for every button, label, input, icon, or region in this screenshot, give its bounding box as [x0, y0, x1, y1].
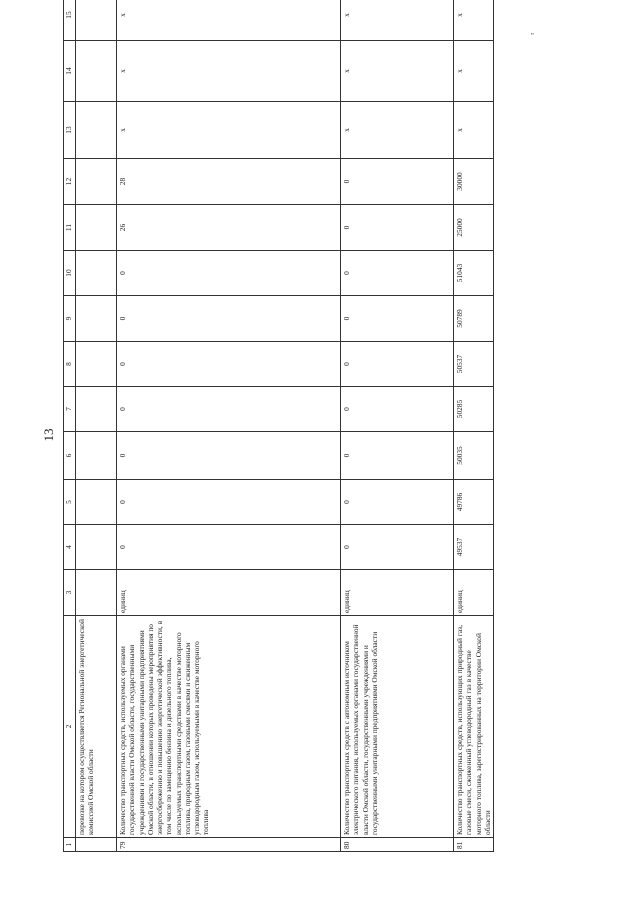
value-cell: 0 — [341, 525, 454, 570]
unit-cell — [76, 570, 117, 616]
value-cell: 0 — [117, 387, 341, 432]
header-cell: 1 — [64, 838, 76, 852]
value-cell: 50537 — [454, 342, 494, 387]
value-cell: 28 — [117, 159, 341, 205]
value-cell — [76, 159, 117, 205]
value-cell: 0 — [117, 525, 341, 570]
value-cell — [76, 251, 117, 296]
value-cell: 0 — [341, 251, 454, 296]
value-cell: 51043 — [454, 251, 494, 296]
value-cell — [76, 342, 117, 387]
value-cell: 0 — [117, 432, 341, 480]
value-cell: 49537 — [454, 525, 494, 570]
row-number: 79 — [117, 838, 341, 852]
unit-cell: единиц — [454, 570, 494, 616]
unit-cell: единиц — [117, 570, 341, 616]
header-cell: 4 — [64, 525, 76, 570]
value-cell: 0 — [341, 480, 454, 525]
value-cell: 0 — [341, 159, 454, 205]
value-cell — [76, 102, 117, 159]
header-cell: 11 — [64, 205, 76, 251]
row-number: 81 — [454, 838, 494, 852]
value-cell: x — [341, 102, 454, 159]
rotated-table-container — [63, 11, 492, 852]
value-cell: x — [117, 0, 341, 41]
unit-cell: единиц — [341, 570, 454, 616]
indicator-name: Количество транспортных средств, использующих природный газ, газовые смеси, сжиженный углеводородный газ в качестве моторного топлива, зарегистрированных на территории Омской области — [454, 616, 494, 838]
value-cell: x — [454, 102, 494, 159]
row-number — [76, 838, 117, 852]
table-row — [117, 0, 341, 852]
header-cell: 6 — [64, 432, 76, 480]
value-cell: 50789 — [454, 296, 494, 342]
header-cell: 2 — [64, 616, 76, 838]
value-cell: x — [454, 41, 494, 102]
value-cell — [76, 387, 117, 432]
value-cell: 0 — [117, 296, 341, 342]
value-cell: 50035 — [454, 432, 494, 480]
value-cell: x — [341, 0, 454, 41]
value-cell: 0 — [341, 296, 454, 342]
value-cell: 0 — [117, 251, 341, 296]
value-cell: 25000 — [454, 205, 494, 251]
value-cell: x — [117, 102, 341, 159]
value-cell: x — [341, 41, 454, 102]
indicator-name: Количество транспортных средств с автономным источником электрического питания, используемых органами государственной власти Омской области, государственными учреждениями и государственными унитарными предприятиями Омской области — [341, 616, 454, 838]
value-cell: 30000 — [454, 159, 494, 205]
header-cell: 12 — [64, 159, 76, 205]
table-row — [454, 0, 494, 852]
value-cell: x — [454, 0, 494, 41]
row-number: 80 — [341, 838, 454, 852]
value-cell: 50285 — [454, 387, 494, 432]
value-cell: x — [117, 41, 341, 102]
header-cell: 3 — [64, 570, 76, 616]
value-cell: 0 — [341, 342, 454, 387]
value-cell: 0 — [117, 342, 341, 387]
table-row — [76, 0, 117, 852]
indicators-table — [63, 0, 494, 852]
header-cell: 13 — [64, 102, 76, 159]
value-cell — [76, 205, 117, 251]
header-row — [64, 0, 76, 852]
value-cell: 0 — [341, 205, 454, 251]
header-cell: 9 — [64, 296, 76, 342]
page-number: 13 — [41, 428, 56, 442]
header-cell: 7 — [64, 387, 76, 432]
value-cell: 0 — [341, 387, 454, 432]
header-cell: 14 — [64, 41, 76, 102]
value-cell: 0 — [341, 432, 454, 480]
header-cell: 8 — [64, 342, 76, 387]
header-cell: 10 — [64, 251, 76, 296]
table-row — [341, 0, 454, 852]
value-cell — [76, 480, 117, 525]
corner-mark: " — [531, 32, 534, 40]
value-cell — [76, 296, 117, 342]
value-cell — [76, 432, 117, 480]
value-cell: 49786 — [454, 480, 494, 525]
value-cell — [76, 0, 117, 41]
value-cell: 0 — [117, 480, 341, 525]
value-cell — [76, 525, 117, 570]
indicator-name: перевозке на котором осуществляется Региональной энергетической комиссией Омской области — [76, 616, 117, 838]
header-cell: 5 — [64, 480, 76, 525]
header-cell: 15 — [64, 0, 76, 41]
value-cell — [76, 41, 117, 102]
value-cell: 26 — [117, 205, 341, 251]
indicator-name: Количество транспортных средств, используемых органами государственной власти Омской области, государственными учреждениями и государственными унитарными предприятиями Омской области, в отношении которых проведены мероприятия по энергосбережению и повышению энергетической эффективности, в том числе по замещению бензина и дизельного топлива, используемых транспортными средствами в качестве моторного топлива, природным газом, газовыми смесями и сжиженным углеводородным газом, используемыми в качестве моторного топлива — [117, 616, 341, 838]
